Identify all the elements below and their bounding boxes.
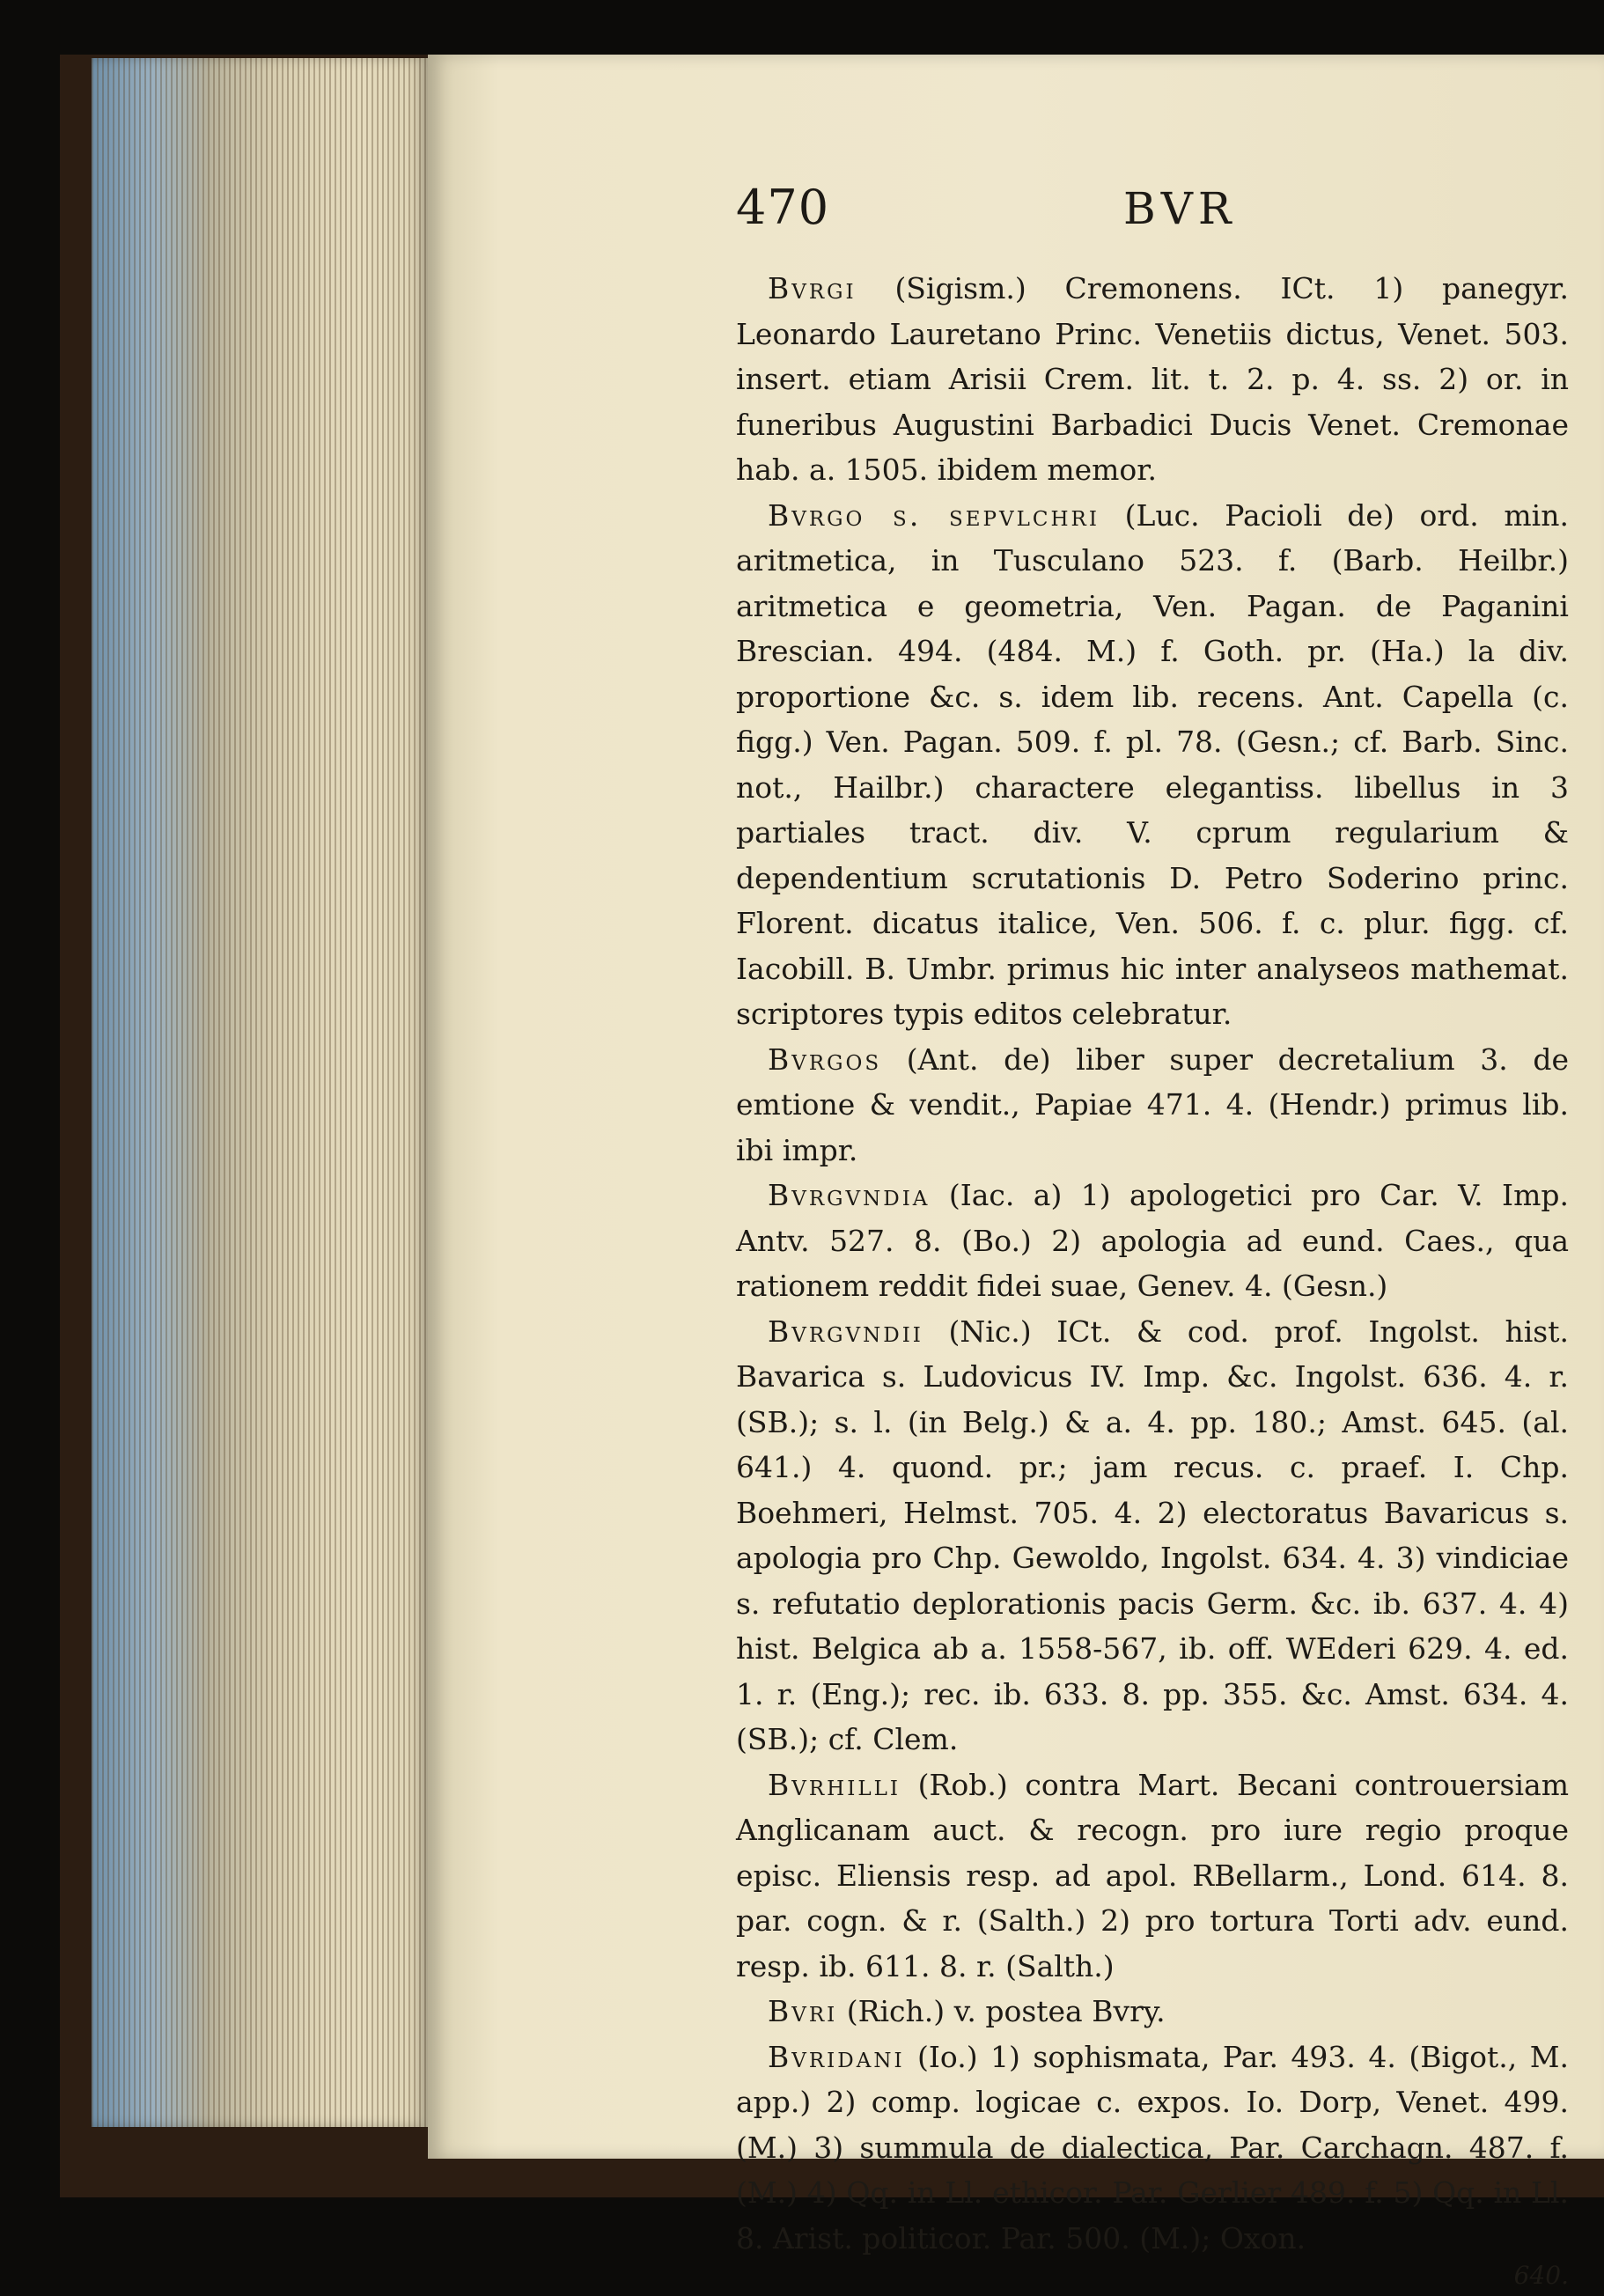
- entry-buridani: [736, 2035, 1569, 2262]
- entry-text: (Ant. de) liber super decretalium 3. de emtione & vendit., Papiae 471. 4. (Hendr.) primus lib. ibi impr.: [736, 1041, 1569, 1167]
- entry-burgi: [736, 266, 1569, 493]
- entry-name: Bvrhilli: [768, 1767, 901, 1802]
- entry-burgos: [736, 1037, 1569, 1174]
- entry-burhilli: [736, 1762, 1569, 1990]
- entry-name: Bvrgi: [768, 271, 857, 305]
- entry-text: (Iac. a) 1) apologetici pro Car. V. Imp. Antv. 527. 8. (Bo.) 2) apologia ad eund. Caes., qua rationem reddit fidei suae, Genev. 4. (Gesn.): [736, 1178, 1569, 1303]
- entry-text: (Io.) 1) sophismata, Par. 493. 4. (Bigot., M. app.) 2) comp. logicae c. expos. Io. Dorp, Venet. 499. (M.) 3) summula de dialectica, Par. Carchagn. 487. f. (M.) 4) Qq. in Ll. ethicor. Par. Gerlier 489. f. 5) Qq. in Ll. 8. Arist. politicor. Par. 500. (M.); Oxon.: [736, 2039, 1569, 2256]
- entry-text: (Rich.) v. postea Bvry.: [846, 1994, 1166, 2028]
- entry-name: Bvrgvndia: [768, 1178, 931, 1212]
- page-edges: [92, 58, 428, 2127]
- text-block: [736, 180, 1569, 2296]
- page-number: 470: [736, 180, 830, 235]
- entry-name: Bvrgo s. sepvlchri: [768, 497, 1100, 533]
- entry-burgo: [736, 493, 1569, 1037]
- entry-name: Bvrgos: [768, 1041, 882, 1077]
- entry-text: (Nic.) ICt. & cod. prof. Ingolst. hist. Bavarica s. Ludovicus IV. Imp. &c. Ingolst. 636. 4. r. (SB.); s. l. (in Belg.) & a. 4. pp. 180.; Amst. 645. (al. 641.) 4. quond. pr.; jam recus. c. praef. I. Chp. Boehmeri, Helmst. 705. 4. 2) electoratus Bavaricus s. apologia pro Chp. Gewoldo, Ingolst. 634. 4. 3) vindiciae s. refutatio deplorationis pacis Germ. &c. ib. 637. 4. 4) hist. Belgica ab a. 1558-567, ib. off. WEderi 629. 4. ed. 1. r. (Eng.); rec. ib. 633. 8. pp. 355. &c. Amst. 634. 4. (SB.); cf. Clem.: [736, 1314, 1569, 1756]
- entry-text: (Luc. Pacioli de) ord. min. aritmetica, in Tusculano 523. f. (Barb. Heilbr.) aritmetica e geometria, Ven. Pagan. de Paganini Brescian. 494. (484. M.) f. Goth. pr. (Ha.) la div. proportione &c. s. idem lib. recens. Ant. Capella (c. figg.) Ven. Pagan. 509. f. pl. 78. (Gesn.; cf. Barb. Sinc. not., Hailbr.) charactere elegantiss. libellus in 3 partiales tract. div. V. cprum regularium & dependentium scrutationis D. Petro Soderino princ. Florent. dicatus italice, Ven. 506. f. c. plur. figg. cf. Iacobill. B. Umbr. primus hic inter analyseos mathemat. scriptores typis editos celebratur.: [736, 497, 1569, 1031]
- entry-name: Bvri: [768, 1994, 838, 2028]
- entry-text: (Rob.) contra Mart. Becani controuersiam Anglicanam auct. & recogn. pro iure regio proque episc. Eliensis resp. ad apol. RBellarm., Lond. 614. 8. par. cogn. & r. (Salth.) 2) pro tortura Torti adv. eund. resp. ib. 611. 8. r. (Salth.): [736, 1767, 1569, 1983]
- entry-burgundii: [736, 1309, 1569, 1762]
- entry-text: (Sigism.) Cremonens. ICt. 1) panegyr. Leonardo Lauretano Princ. Venetiis dictus, Venet. 503. insert. etiam Arisii Crem. lit. t. 2. p. 4. ss. 2) or. in funeribus Augustini Barbadici Ducis Venet. Cremonae hab. a. 1505. ibidem memor.: [736, 271, 1569, 487]
- page-header: [736, 180, 1569, 266]
- entry-burgundia: [736, 1173, 1569, 1309]
- entry-buri: [736, 1989, 1569, 2035]
- running-head: BVR: [1123, 183, 1237, 234]
- entry-name: Bvridani: [768, 2039, 905, 2074]
- entry-name: Bvrgvndii: [768, 1314, 923, 1349]
- catchword: 640.: [1513, 2261, 1569, 2290]
